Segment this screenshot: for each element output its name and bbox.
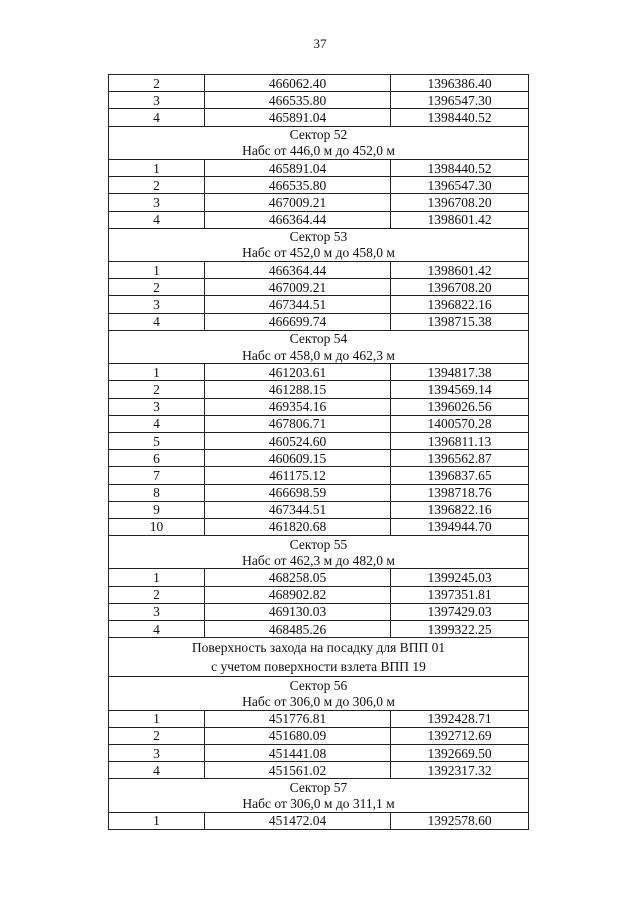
table-row [109,432,529,449]
y-coordinate-cell: 1396811.13 [391,432,529,449]
point-number-cell: 2 [109,381,205,398]
section-title-row [109,228,529,245]
table-row [109,211,529,228]
table-row [109,75,529,92]
table-row [109,296,529,313]
table-row [109,484,529,501]
x-coordinate-cell: 468485.26 [205,621,391,638]
x-coordinate-cell: 460609.15 [205,450,391,467]
point-number-cell: 4 [109,211,205,228]
x-coordinate-cell: 468258.05 [205,569,391,586]
section-title-row [109,536,529,553]
point-number-cell: 3 [109,194,205,211]
section-title-row [109,126,529,143]
section-subtitle: Набс от 458,0 м до 462,3 м [109,347,529,364]
y-coordinate-cell: 1398440.52 [391,159,529,176]
table-row [109,194,529,211]
table-row [109,812,529,829]
point-number-cell: 2 [109,279,205,296]
x-coordinate-cell: 466364.44 [205,262,391,279]
point-number-cell: 1 [109,710,205,727]
section-subtitle-row [109,552,529,569]
section-subtitle-row [109,796,529,813]
point-number-cell: 3 [109,603,205,620]
table-row [109,313,529,330]
x-coordinate-cell: 467009.21 [205,194,391,211]
x-coordinate-cell: 451441.08 [205,744,391,761]
y-coordinate-cell: 1396708.20 [391,194,529,211]
y-coordinate-cell: 1392428.71 [391,710,529,727]
y-coordinate-cell: 1392317.32 [391,762,529,779]
table-row [109,279,529,296]
table-row [109,92,529,109]
y-coordinate-cell: 1396837.65 [391,467,529,484]
section-subtitle: Набс от 306,0 м до 311,1 м [109,796,529,813]
x-coordinate-cell: 468902.82 [205,586,391,603]
section-subtitle-row [109,143,529,160]
section-subtitle: Набс от 452,0 м до 458,0 м [109,245,529,262]
page-number: 37 [313,36,327,51]
table-row [109,744,529,761]
y-coordinate-cell: 1397429.03 [391,603,529,620]
section-title-row [109,779,529,796]
x-coordinate-cell: 467344.51 [205,296,391,313]
point-number-cell: 1 [109,812,205,829]
section-subtitle-row [109,657,529,677]
y-coordinate-cell: 1392578.60 [391,812,529,829]
point-number-cell: 7 [109,467,205,484]
table-row [109,398,529,415]
y-coordinate-cell: 1394817.38 [391,364,529,381]
table-row [109,727,529,744]
section-subtitle: Набс от 462,3 м до 482,0 м [109,552,529,569]
point-number-cell: 4 [109,415,205,432]
table-row [109,381,529,398]
y-coordinate-cell: 1397351.81 [391,586,529,603]
x-coordinate-cell: 460524.60 [205,432,391,449]
table-row [109,762,529,779]
point-number-cell: 2 [109,586,205,603]
point-number-cell: 3 [109,744,205,761]
table-body [109,75,529,830]
y-coordinate-cell: 1398718.76 [391,484,529,501]
x-coordinate-cell: 461820.68 [205,518,391,535]
point-number-cell: 2 [109,75,205,92]
x-coordinate-cell: 451776.81 [205,710,391,727]
point-number-cell: 5 [109,432,205,449]
x-coordinate-cell: 466535.80 [205,177,391,194]
point-number-cell: 4 [109,109,205,126]
y-coordinate-cell: 1394569.14 [391,381,529,398]
y-coordinate-cell: 1392669.50 [391,744,529,761]
section-subtitle: Набс от 446,0 м до 452,0 м [109,143,529,160]
x-coordinate-cell: 466535.80 [205,92,391,109]
x-coordinate-cell: 461288.15 [205,381,391,398]
x-coordinate-cell: 451561.02 [205,762,391,779]
table-row [109,177,529,194]
point-number-cell: 1 [109,159,205,176]
y-coordinate-cell: 1398440.52 [391,109,529,126]
y-coordinate-cell: 1396547.30 [391,177,529,194]
section-title: Сектор 56 [109,677,529,694]
table-row [109,467,529,484]
section-subtitle-row [109,245,529,262]
section-title-row [109,677,529,694]
point-number-cell: 9 [109,501,205,518]
x-coordinate-cell: 451472.04 [205,812,391,829]
table-row [109,415,529,432]
table-row [109,364,529,381]
y-coordinate-cell: 1396708.20 [391,279,529,296]
section-title: Сектор 55 [109,536,529,553]
x-coordinate-cell: 469130.03 [205,603,391,620]
y-coordinate-cell: 1398715.38 [391,313,529,330]
x-coordinate-cell: 467806.71 [205,415,391,432]
x-coordinate-cell: 461203.61 [205,364,391,381]
table-row [109,109,529,126]
section-title: Сектор 53 [109,228,529,245]
y-coordinate-cell: 1396822.16 [391,501,529,518]
y-coordinate-cell: 1399322.25 [391,621,529,638]
point-number-cell: 1 [109,262,205,279]
point-number-cell: 2 [109,727,205,744]
table-row [109,501,529,518]
section-title: Сектор 57 [109,779,529,796]
section-title: Поверхность захода на посадку для ВПП 01 [109,638,529,658]
section-subtitle: с учетом поверхности взлета ВПП 19 [109,657,529,677]
table-row [109,518,529,535]
table-row [109,569,529,586]
x-coordinate-cell: 461175.12 [205,467,391,484]
x-coordinate-cell: 467009.21 [205,279,391,296]
coordinates-table [108,74,529,830]
y-coordinate-cell: 1396547.30 [391,92,529,109]
x-coordinate-cell: 465891.04 [205,159,391,176]
x-coordinate-cell: 466364.44 [205,211,391,228]
section-subtitle-row [109,347,529,364]
table-row [109,710,529,727]
y-coordinate-cell: 1396562.87 [391,450,529,467]
point-number-cell: 4 [109,621,205,638]
x-coordinate-cell: 466062.40 [205,75,391,92]
table-row [109,159,529,176]
x-coordinate-cell: 469354.16 [205,398,391,415]
table-row [109,450,529,467]
point-number-cell: 1 [109,364,205,381]
y-coordinate-cell: 1394944.70 [391,518,529,535]
x-coordinate-cell: 451680.09 [205,727,391,744]
point-number-cell: 1 [109,569,205,586]
y-coordinate-cell: 1396386.40 [391,75,529,92]
point-number-cell: 2 [109,177,205,194]
x-coordinate-cell: 465891.04 [205,109,391,126]
y-coordinate-cell: 1398601.42 [391,262,529,279]
section-title: Сектор 52 [109,126,529,143]
x-coordinate-cell: 466698.59 [205,484,391,501]
point-number-cell: 3 [109,398,205,415]
y-coordinate-cell: 1399245.03 [391,569,529,586]
point-number-cell: 4 [109,762,205,779]
section-title: Сектор 54 [109,330,529,347]
point-number-cell: 8 [109,484,205,501]
table-row [109,603,529,620]
point-number-cell: 10 [109,518,205,535]
x-coordinate-cell: 467344.51 [205,501,391,518]
point-number-cell: 4 [109,313,205,330]
x-coordinate-cell: 466699.74 [205,313,391,330]
point-number-cell: 3 [109,92,205,109]
section-title-row [109,330,529,347]
section-subtitle-row [109,693,529,710]
table-row [109,586,529,603]
y-coordinate-cell: 1396026.56 [391,398,529,415]
section-subtitle: Набс от 306,0 м до 306,0 м [109,693,529,710]
section-title-row [109,638,529,658]
y-coordinate-cell: 1396822.16 [391,296,529,313]
table-row [109,621,529,638]
y-coordinate-cell: 1392712.69 [391,727,529,744]
table-row [109,262,529,279]
point-number-cell: 3 [109,296,205,313]
y-coordinate-cell: 1400570.28 [391,415,529,432]
y-coordinate-cell: 1398601.42 [391,211,529,228]
point-number-cell: 6 [109,450,205,467]
